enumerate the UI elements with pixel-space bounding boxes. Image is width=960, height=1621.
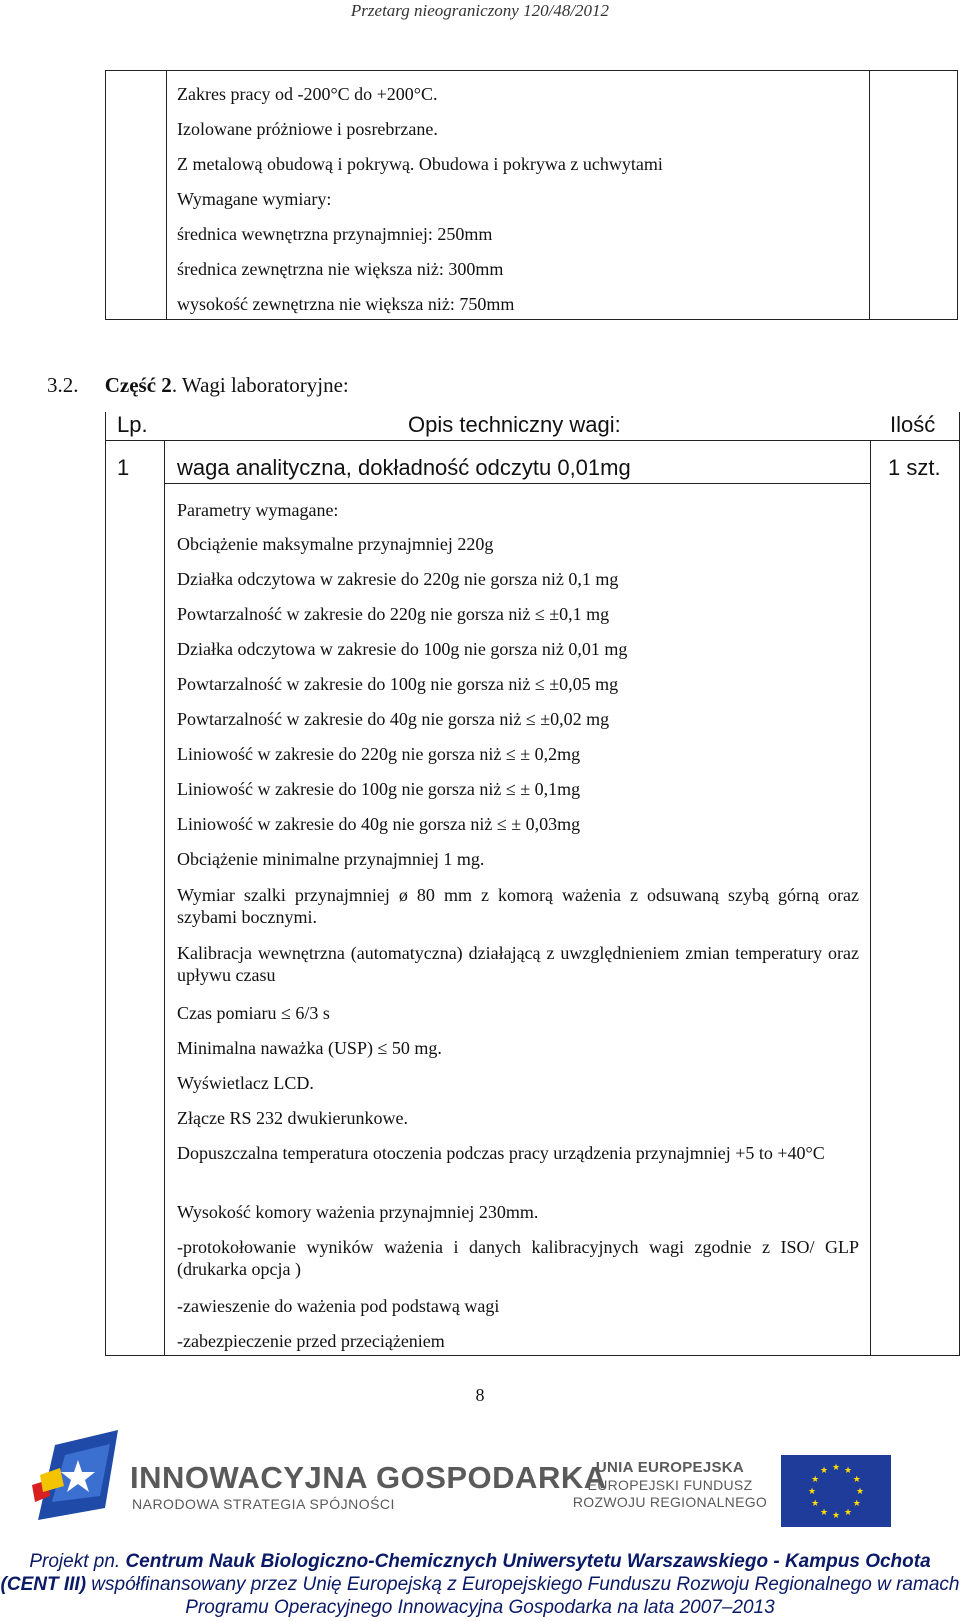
eu-star-icon: ★ (852, 1498, 861, 1508)
document-header: Przetarg nieograniczony 120/48/2012 (350, 1, 610, 20)
spec-line: średnica zewnętrzna nie większa niż: 300mm (177, 259, 504, 279)
table-column-lp (106, 71, 167, 319)
parameter-line: Złącze RS 232 dwukierunkowe. (177, 1108, 408, 1128)
eu-star-icon: ★ (819, 1465, 829, 1476)
eu-flag-icon (781, 1455, 891, 1527)
section-number: 3.2. (47, 373, 79, 397)
footer-prefix: Projekt pn. (29, 1551, 126, 1572)
parameter-line: Wysokość komory ważenia przynajmniej 230mm. (177, 1202, 539, 1222)
equipment-table-part1 (105, 70, 958, 320)
parameter-line: Wyświetlacz LCD. (177, 1073, 314, 1093)
parameter-line: Działka odczytowa w zakresie do 100g nie gorsza niż 0,01 mg (177, 639, 628, 659)
table-rule (164, 440, 165, 484)
parameter-line: Powtarzalność w zakresie do 100g nie gorsza niż ≤ ±0,05 mg (177, 674, 619, 694)
parameter-line: -zawieszenie do ważenia pod podstawą wagi (177, 1296, 500, 1316)
parameter-line: -zabezpieczenie przed przeciążeniem (177, 1331, 445, 1351)
innowacyjna-gospodarka-logo (30, 1430, 122, 1520)
eu-star-icon: ★ (855, 1486, 865, 1496)
eu-star-icon: ★ (843, 1506, 853, 1517)
parameter-line: Powtarzalność w zakresie do 220g nie gorsza niż ≤ ±0,1 mg (177, 604, 610, 624)
row-quantity: 1 szt. (888, 455, 941, 480)
table-rule (105, 440, 959, 441)
eu-star-icon: ★ (831, 1462, 841, 1472)
table-rule (105, 412, 106, 1356)
parameter-line: -protokołowanie wyników ważenia i danych kalibracyjnych wagi zgodnie z ISO/ GLP (drukarka opcja ) (177, 1237, 859, 1279)
parameter-line: Parametry wymagane: (177, 500, 339, 520)
table-rule (164, 483, 870, 484)
eu-star-icon: ★ (807, 1486, 817, 1496)
parameter-line: Obciążenie minimalne przynajmniej 1 mg. (177, 849, 485, 869)
eu-line-1: UNIA EUROPEJSKA (595, 1459, 745, 1476)
spec-line: Zakres pracy od -200°C do +200°C. (177, 84, 438, 104)
parameter-line: Kalibracja wewnętrzna (automatyczna) działającą z uwzględnieniem zmian temperatury oraz upływu czasu (177, 943, 859, 985)
parameter-line: Minimalna naważka (USP) ≤ 50 mg. (177, 1038, 442, 1058)
parameter-line: Powtarzalność w zakresie do 40g nie gorsza niż ≤ ±0,02 mg (177, 709, 610, 729)
eu-star-icon: ★ (819, 1506, 829, 1517)
eu-star-icon: ★ (831, 1510, 841, 1520)
parameter-line: Obciążenie maksymalne przynajmniej 220g (177, 534, 494, 554)
page-number: 8 (475, 1385, 485, 1405)
table-rule (870, 483, 871, 1356)
parameter-line: Liniowość w zakresie do 40g nie gorsza niż ≤ ± 0,03mg (177, 814, 581, 834)
table-rule (870, 440, 871, 484)
eu-line-3: ROZWOJU REGIONALNEGO (572, 1494, 768, 1510)
section-heading (47, 373, 349, 398)
row-item-name: waga analityczna, dokładność odczytu 0,01mg (177, 455, 631, 480)
parameter-line: Działka odczytowa w zakresie do 220g nie gorsza niż 0,1 mg (177, 569, 619, 589)
logo-title: INNOWACYJNA GOSPODARKA (130, 1460, 607, 1495)
header-lp: Lp. (117, 412, 148, 437)
eu-star-icon: ★ (811, 1474, 820, 1484)
spec-line: średnica wewnętrzna przynajmniej: 250mm (177, 224, 493, 244)
spec-line: Wymagane wymiary: (177, 189, 332, 209)
eu-line-2: EUROPEJSKI FUNDUSZ (587, 1477, 753, 1493)
parameter-line: Czas pomiaru ≤ 6/3 s (177, 1003, 330, 1023)
table-column-qty (869, 71, 957, 319)
table-rule (105, 1355, 959, 1356)
eu-star-icon: ★ (811, 1498, 820, 1508)
eu-star-icon: ★ (852, 1474, 861, 1484)
spec-line: Z metalową obudową i pokrywą. Obudowa i pokrywa z uchwytami (177, 154, 663, 174)
header-description: Opis techniczny wagi: (408, 412, 621, 437)
footer-suffix: współfinansowany przez Unię Europejską z Europejskiego Funduszu Rozwoju Regionalnego w ramach Programu Operacyjnego Innowacyjna Gospodarka na lata 2007–2013 (86, 1574, 960, 1618)
section-part: Część 2 (104, 373, 172, 397)
eu-star-icon: ★ (843, 1465, 853, 1476)
table-rule (164, 483, 165, 1356)
logo-subtitle: NARODOWA STRATEGIA SPÓJNOŚCI (132, 1496, 395, 1512)
footer-project-name: Centrum Nauk Biologiczno-Chemicznych Uniwersytetu Warszawskiego - Kampus Ochota (CENT III) (0, 1551, 931, 1595)
parameter-line: Liniowość w zakresie do 220g nie gorsza niż ≤ ± 0,2mg (177, 744, 581, 764)
row-lp: 1 (117, 455, 130, 480)
spec-line: Izolowane próżniowe i posrebrzane. (177, 119, 438, 139)
parameter-line: Liniowość w zakresie do 100g nie gorsza niż ≤ ± 0,1mg (177, 779, 581, 799)
eu-text-block (572, 1459, 768, 1511)
project-footer (0, 1550, 960, 1619)
spec-line: wysokość zewnętrzna nie większa niż: 750mm (177, 294, 515, 314)
parameter-line: Wymiar szalki przynajmniej ø 80 mm z komorą ważenia z odsuwaną szybą górną oraz szybami bocznymi. (177, 885, 859, 927)
section-title: . Wagi laboratoryjne: (171, 373, 349, 397)
header-quantity: Ilość (890, 412, 936, 437)
parameter-line: Dopuszczalna temperatura otoczenia podczas pracy urządzenia przynajmniej +5 to +40°C (177, 1143, 825, 1163)
